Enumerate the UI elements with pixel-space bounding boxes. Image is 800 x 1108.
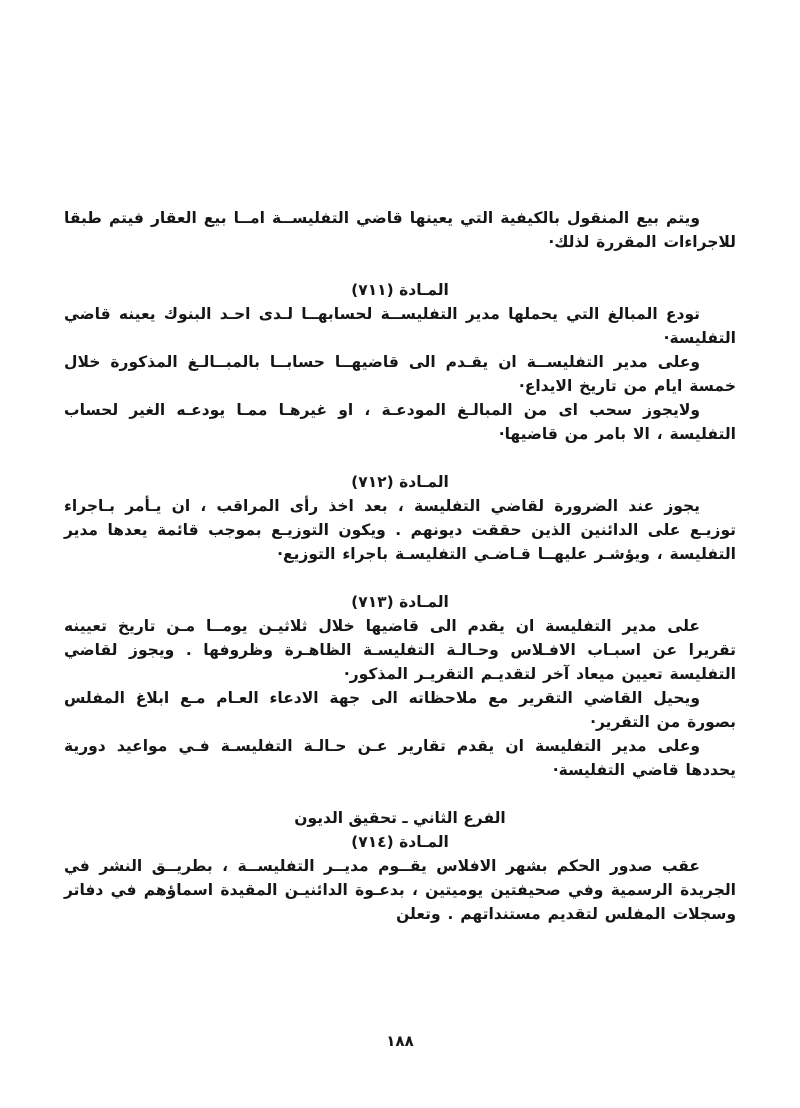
page-number: ١٨٨	[386, 1032, 414, 1050]
article-711-paragraph-2: وعلى مدير التفليســة ان يقـدم الى قاضيهــا حسابــا بالمبــالـغ المذكورة خلال خمسة ايام من تاريخ الايداع·	[64, 353, 736, 395]
article-714-paragraph-1: عقب صدور الحكم بشهر الافلاس يقــوم مديــر التفليســة ، بطريــق النشر في الجريدة الرسمية وفي صحيفتين يوميتين ، بدعـوة الدائنيـن المقيدة اسماؤهم في دفاتر وسجلات المفلس لتقديم مستنداتهم . وتعلن	[64, 857, 736, 923]
article-711-paragraph-3: ولايجوز سحب اى من المبالـغ المودعـة ، او غيرهـا ممـا يودعـه الغير لحساب التفليسة ، الا بامر من قاضيها·	[64, 401, 736, 443]
article-713-paragraph-3: وعلى مدير التفليسة ان يقدم تقارير عـن حـالـة التفليسـة فـي مواعيد دورية يحددها قاضي التفليسة·	[64, 737, 736, 779]
article-714-title: المـادة (٧١٤)	[351, 833, 449, 851]
article-711-title: المـادة (٧١١)	[351, 281, 449, 299]
article-713-paragraph-2: ويحيل القاضي التقرير مع ملاحظاته الى جهة الادعاء العـام مـع ابلاغ المفلس بصورة من التقرير·	[64, 689, 736, 731]
section-heading-debt-verification: الفرع الثاني ـ تحقيق الديون	[294, 809, 506, 827]
intro-paragraph: ويتم بيع المنقول بالكيفية التي يعينها قاضي التفليســة امــا بيع العقار فيتم طبقا للاجراءات المقررة لذلك·	[64, 209, 736, 251]
article-713-paragraph-1: على مدير التفليسة ان يقدم الى قاضيها خلال ثلاثيـن يومــا مـن تاريخ تعيينه تقريرا عن اسبـاب الافـلاس وحـالـة التفليسـة الظاهـرة وظروفها . ويجوز لقاضي التفليسة تعيين ميعاد آخر لتقديـم التقريـر المذكور·	[64, 617, 736, 683]
article-713-title: المـادة (٧١٣)	[351, 593, 449, 611]
article-711-paragraph-1: تودع المبالغ التي يحملها مدير التفليســة لحسابهــا لـدى احـد البنوك يعينه قاضي التفليسة·	[64, 305, 736, 347]
article-712-title: المـادة (٧١٢)	[351, 473, 449, 491]
text-column	[64, 206, 736, 926]
article-712-paragraph-1: يجوز عند الضرورة لقاضي التفليسة ، بعد اخذ رأى المراقب ، ان يـأمر بـاجراء توزيـع على الدائنين الذين حققت ديونهم . ويكون التوزيـع بموجب قائمة يعدها مدير التفليسة ، ويؤشـر عليهــا قـاضـي التفليسـة باجراء التوزيع·	[64, 497, 736, 563]
